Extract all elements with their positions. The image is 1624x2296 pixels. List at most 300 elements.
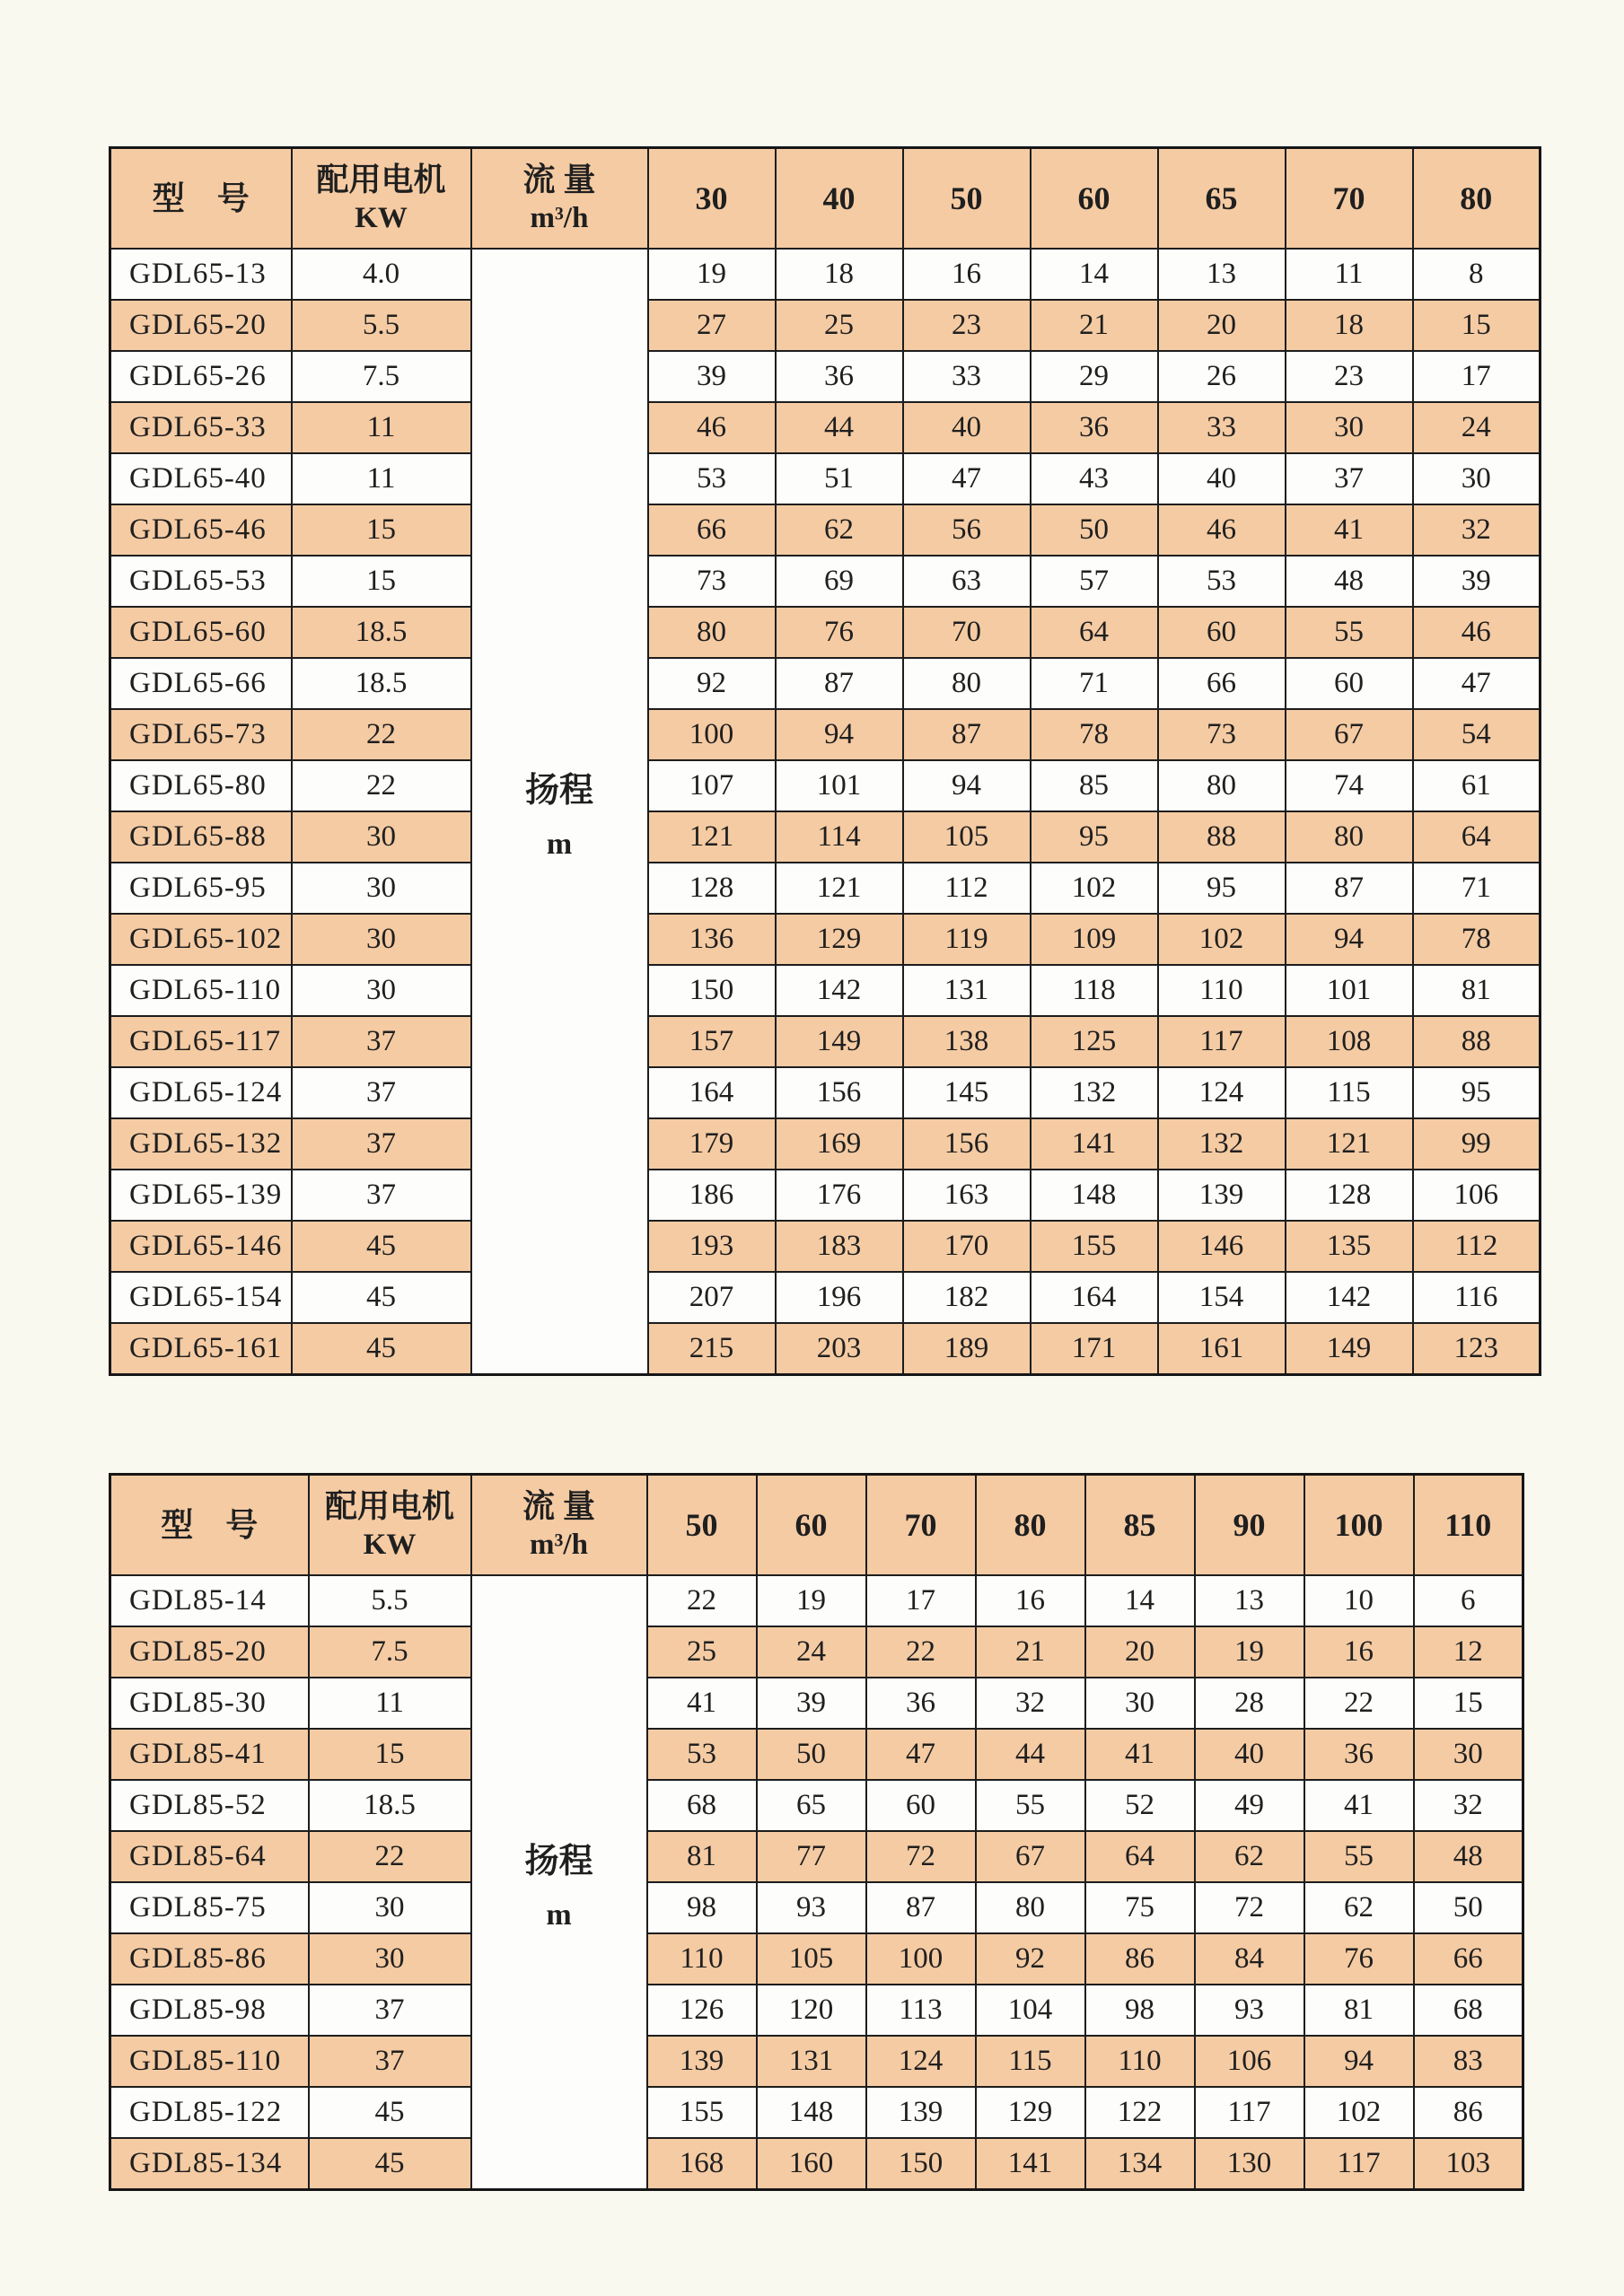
model-cell: GDL85-41: [110, 1729, 309, 1780]
head-value-cell: 156: [776, 1067, 903, 1118]
head-value-cell: 17: [1413, 351, 1541, 402]
head-value-cell: 30: [1085, 1678, 1195, 1729]
head-value-cell: 138: [903, 1016, 1031, 1067]
head-value-cell: 64: [1085, 1831, 1195, 1882]
head-value-cell: 67: [976, 1831, 1085, 1882]
head-value-cell: 129: [976, 2087, 1085, 2138]
head-value-cell: 131: [757, 2036, 866, 2087]
header-row: [110, 1475, 1523, 1576]
head-value-cell: 193: [648, 1221, 776, 1272]
motor-kw-cell: 5.5: [292, 300, 471, 351]
motor-kw-cell: 22: [292, 709, 471, 760]
head-merged-cell: [471, 1575, 647, 2190]
head-value-cell: 122: [1085, 2087, 1195, 2138]
head-value-cell: 142: [776, 965, 903, 1016]
header-motor: [309, 1475, 471, 1576]
model-cell: GDL65-46: [110, 504, 292, 556]
head-value-cell: 94: [1286, 914, 1413, 965]
head-value-cell: 70: [903, 607, 1031, 658]
head-value-cell: 80: [1158, 760, 1286, 811]
head-value-cell: 125: [1031, 1016, 1158, 1067]
motor-kw-cell: 45: [309, 2138, 471, 2190]
table-row: [110, 607, 1541, 658]
head-value-cell: 85: [1031, 760, 1158, 811]
table-row: [110, 249, 1541, 300]
head-value-cell: 102: [1158, 914, 1286, 965]
header-flow-col: 80: [976, 1475, 1085, 1576]
head-value-cell: 62: [1195, 1831, 1304, 1882]
model-cell: GDL85-134: [110, 2138, 309, 2190]
head-label: 扬程: [524, 1842, 593, 1880]
head-value-cell: 12: [1414, 1626, 1523, 1678]
table-row: [110, 402, 1541, 453]
header-flow-col: 110: [1414, 1475, 1523, 1576]
head-value-cell: 101: [776, 760, 903, 811]
head-value-cell: 146: [1158, 1221, 1286, 1272]
head-value-cell: 156: [903, 1118, 1031, 1170]
motor-kw-cell: 15: [292, 504, 471, 556]
motor-kw-cell: 18.5: [309, 1780, 471, 1831]
head-value-cell: 54: [1413, 709, 1541, 760]
motor-kw-cell: 11: [292, 402, 471, 453]
head-value-cell: 51: [776, 453, 903, 504]
head-value-cell: 124: [866, 2036, 976, 2087]
head-value-cell: 110: [1158, 965, 1286, 1016]
head-value-cell: 48: [1414, 1831, 1523, 1882]
head-value-cell: 182: [903, 1272, 1031, 1323]
head-value-cell: 141: [1031, 1118, 1158, 1170]
head-value-cell: 168: [647, 2138, 757, 2190]
head-value-cell: 66: [648, 504, 776, 556]
head-value-cell: 49: [1195, 1780, 1304, 1831]
head-value-cell: 94: [1304, 2036, 1414, 2087]
head-value-cell: 123: [1413, 1323, 1541, 1375]
head-value-cell: 25: [776, 300, 903, 351]
head-value-cell: 207: [648, 1272, 776, 1323]
head-value-cell: 164: [648, 1067, 776, 1118]
head-value-cell: 19: [648, 249, 776, 300]
head-value-cell: 109: [1031, 914, 1158, 965]
head-value-cell: 68: [1414, 1985, 1523, 2036]
head-value-cell: 115: [976, 2036, 1085, 2087]
table-row: [110, 1323, 1541, 1375]
motor-kw-cell: 4.0: [292, 249, 471, 300]
header-flow-col: 100: [1304, 1475, 1414, 1576]
header-model: 型 号: [110, 1475, 309, 1576]
head-value-cell: 78: [1031, 709, 1158, 760]
head-value-cell: 110: [647, 1933, 757, 1985]
head-value-cell: 30: [1414, 1729, 1523, 1780]
head-value-cell: 71: [1413, 863, 1541, 914]
head-value-cell: 115: [1286, 1067, 1413, 1118]
header-flow-col: 30: [648, 148, 776, 250]
model-cell: GDL85-30: [110, 1678, 309, 1729]
motor-kw-cell: 11: [292, 453, 471, 504]
head-value-cell: 36: [1031, 402, 1158, 453]
head-value-cell: 44: [776, 402, 903, 453]
head-value-cell: 62: [776, 504, 903, 556]
head-value-cell: 47: [903, 453, 1031, 504]
head-value-cell: 50: [1414, 1882, 1523, 1933]
head-value-cell: 27: [648, 300, 776, 351]
model-cell: GDL65-66: [110, 658, 292, 709]
head-value-cell: 32: [976, 1678, 1085, 1729]
head-value-cell: 100: [866, 1933, 976, 1985]
head-value-cell: 60: [1158, 607, 1286, 658]
model-cell: GDL85-98: [110, 1985, 309, 2036]
pump-spec-table-gdl65: [109, 146, 1541, 1376]
table-row: [110, 1678, 1523, 1729]
motor-kw-cell: 45: [309, 2087, 471, 2138]
model-cell: GDL65-26: [110, 351, 292, 402]
head-value-cell: 60: [1286, 658, 1413, 709]
head-value-cell: 128: [1286, 1170, 1413, 1221]
motor-kw-cell: 11: [309, 1678, 471, 1729]
table-row: [110, 351, 1541, 402]
head-value-cell: 23: [903, 300, 1031, 351]
head-value-cell: 130: [1195, 2138, 1304, 2190]
head-value-cell: 53: [648, 453, 776, 504]
head-value-cell: 171: [1031, 1323, 1158, 1375]
header-flow-col: 60: [1031, 148, 1158, 250]
model-cell: GDL85-75: [110, 1882, 309, 1933]
head-value-cell: 80: [648, 607, 776, 658]
motor-kw-cell: 37: [292, 1170, 471, 1221]
motor-kw-cell: 30: [292, 965, 471, 1016]
table-row: [110, 1221, 1541, 1272]
head-value-cell: 102: [1031, 863, 1158, 914]
head-value-cell: 105: [757, 1933, 866, 1985]
head-value-cell: 23: [1286, 351, 1413, 402]
head-value-cell: 106: [1413, 1170, 1541, 1221]
head-value-cell: 76: [1304, 1933, 1414, 1985]
head-value-cell: 117: [1304, 2138, 1414, 2190]
model-cell: GDL65-124: [110, 1067, 292, 1118]
model-cell: GDL65-88: [110, 811, 292, 863]
table-row: [110, 1575, 1523, 1626]
head-value-cell: 71: [1031, 658, 1158, 709]
head-value-cell: 102: [1304, 2087, 1414, 2138]
head-value-cell: 101: [1286, 965, 1413, 1016]
header-flow-label: 流 量: [522, 161, 596, 197]
head-value-cell: 16: [903, 249, 1031, 300]
head-value-cell: 11: [1286, 249, 1413, 300]
model-cell: GDL85-14: [110, 1575, 309, 1626]
model-cell: GDL65-117: [110, 1016, 292, 1067]
motor-kw-cell: 37: [309, 1985, 471, 2036]
header-flow: [471, 1475, 647, 1576]
motor-kw-cell: 37: [292, 1118, 471, 1170]
head-value-cell: 183: [776, 1221, 903, 1272]
motor-kw-cell: 18.5: [292, 658, 471, 709]
head-value-cell: 10: [1304, 1575, 1414, 1626]
head-value-cell: 93: [757, 1882, 866, 1933]
head-value-cell: 113: [866, 1985, 976, 2036]
model-cell: GDL85-122: [110, 2087, 309, 2138]
head-value-cell: 81: [1304, 1985, 1414, 2036]
head-value-cell: 108: [1286, 1016, 1413, 1067]
head-value-cell: 120: [757, 1985, 866, 2036]
head-value-cell: 92: [648, 658, 776, 709]
head-value-cell: 63: [903, 556, 1031, 607]
head-value-cell: 112: [1413, 1221, 1541, 1272]
model-cell: GDL85-110: [110, 2036, 309, 2087]
head-value-cell: 73: [1158, 709, 1286, 760]
head-value-cell: 124: [1158, 1067, 1286, 1118]
head-value-cell: 154: [1158, 1272, 1286, 1323]
head-value-cell: 203: [776, 1323, 903, 1375]
header-flow-col: 40: [776, 148, 903, 250]
head-value-cell: 16: [976, 1575, 1085, 1626]
model-cell: GDL65-95: [110, 863, 292, 914]
head-value-cell: 43: [1031, 453, 1158, 504]
head-value-cell: 88: [1158, 811, 1286, 863]
table-row: [110, 965, 1541, 1016]
head-value-cell: 132: [1031, 1067, 1158, 1118]
head-value-cell: 16: [1304, 1626, 1414, 1678]
head-merged-cell: [471, 249, 648, 1375]
head-value-cell: 57: [1031, 556, 1158, 607]
head-value-cell: 15: [1414, 1678, 1523, 1729]
head-value-cell: 56: [903, 504, 1031, 556]
head-value-cell: 121: [1286, 1118, 1413, 1170]
head-value-cell: 157: [648, 1016, 776, 1067]
head-value-cell: 50: [757, 1729, 866, 1780]
head-value-cell: 66: [1414, 1933, 1523, 1985]
table-row: [110, 1067, 1541, 1118]
table-row: [110, 1729, 1523, 1780]
head-value-cell: 87: [1286, 863, 1413, 914]
head-value-cell: 87: [903, 709, 1031, 760]
motor-kw-cell: 30: [292, 914, 471, 965]
head-value-cell: 20: [1158, 300, 1286, 351]
motor-kw-cell: 30: [292, 811, 471, 863]
head-value-cell: 53: [647, 1729, 757, 1780]
model-cell: GDL65-80: [110, 760, 292, 811]
head-value-cell: 112: [903, 863, 1031, 914]
head-value-cell: 64: [1413, 811, 1541, 863]
head-value-cell: 126: [647, 1985, 757, 2036]
model-cell: GDL65-13: [110, 249, 292, 300]
head-value-cell: 28: [1195, 1678, 1304, 1729]
head-value-cell: 121: [776, 863, 903, 914]
header-flow-col: 50: [647, 1475, 757, 1576]
head-value-cell: 29: [1031, 351, 1158, 402]
table-row: [110, 1882, 1523, 1933]
head-value-cell: 72: [1195, 1882, 1304, 1933]
head-value-cell: 17: [866, 1575, 976, 1626]
head-value-cell: 30: [1413, 453, 1541, 504]
head-value-cell: 141: [976, 2138, 1085, 2190]
head-value-cell: 22: [647, 1575, 757, 1626]
head-value-cell: 53: [1158, 556, 1286, 607]
head-value-cell: 95: [1413, 1067, 1541, 1118]
head-value-cell: 36: [1304, 1729, 1414, 1780]
head-value-cell: 98: [1085, 1985, 1195, 2036]
table-row: [110, 709, 1541, 760]
head-value-cell: 80: [1286, 811, 1413, 863]
header-flow-col: 70: [1286, 148, 1413, 250]
head-value-cell: 155: [1031, 1221, 1158, 1272]
head-value-cell: 104: [976, 1985, 1085, 2036]
head-value-cell: 26: [1158, 351, 1286, 402]
head-value-cell: 163: [903, 1170, 1031, 1221]
head-value-cell: 189: [903, 1323, 1031, 1375]
head-value-cell: 39: [1413, 556, 1541, 607]
head-value-cell: 40: [903, 402, 1031, 453]
table-row: [110, 1170, 1541, 1221]
head-value-cell: 93: [1195, 1985, 1304, 2036]
head-value-cell: 107: [648, 760, 776, 811]
head-value-cell: 32: [1413, 504, 1541, 556]
head-value-cell: 55: [1286, 607, 1413, 658]
header-motor-label: 配用电机: [324, 1487, 454, 1524]
head-value-cell: 55: [976, 1780, 1085, 1831]
head-value-cell: 19: [1195, 1626, 1304, 1678]
model-cell: GDL65-40: [110, 453, 292, 504]
table-row: [110, 914, 1541, 965]
head-value-cell: 134: [1085, 2138, 1195, 2190]
head-value-cell: 77: [757, 1831, 866, 1882]
head-value-cell: 74: [1286, 760, 1413, 811]
head-value-cell: 21: [976, 1626, 1085, 1678]
model-cell: GDL85-86: [110, 1933, 309, 1985]
head-value-cell: 118: [1031, 965, 1158, 1016]
head-value-cell: 119: [903, 914, 1031, 965]
head-value-cell: 78: [1413, 914, 1541, 965]
head-value-cell: 22: [1304, 1678, 1414, 1729]
head-value-cell: 103: [1414, 2138, 1523, 2190]
head-value-cell: 68: [647, 1780, 757, 1831]
head-value-cell: 69: [776, 556, 903, 607]
motor-kw-cell: 37: [292, 1016, 471, 1067]
motor-kw-cell: 18.5: [292, 607, 471, 658]
head-value-cell: 149: [1286, 1323, 1413, 1375]
table-row: [110, 2087, 1523, 2138]
head-value-cell: 170: [903, 1221, 1031, 1272]
head-value-cell: 87: [776, 658, 903, 709]
motor-kw-cell: 7.5: [292, 351, 471, 402]
table-row: [110, 760, 1541, 811]
header-row: [110, 148, 1541, 250]
head-value-cell: 149: [776, 1016, 903, 1067]
motor-kw-cell: 45: [292, 1221, 471, 1272]
table-row: [110, 1831, 1523, 1882]
head-value-cell: 179: [648, 1118, 776, 1170]
head-unit: m: [546, 1897, 572, 1932]
head-value-cell: 39: [648, 351, 776, 402]
head-value-cell: 37: [1286, 453, 1413, 504]
motor-kw-cell: 30: [309, 1933, 471, 1985]
head-value-cell: 148: [757, 2087, 866, 2138]
head-value-cell: 139: [647, 2036, 757, 2087]
head-value-cell: 100: [648, 709, 776, 760]
head-value-cell: 148: [1031, 1170, 1158, 1221]
head-value-cell: 105: [903, 811, 1031, 863]
head-value-cell: 142: [1286, 1272, 1413, 1323]
head-value-cell: 99: [1413, 1118, 1541, 1170]
head-value-cell: 25: [647, 1626, 757, 1678]
motor-kw-cell: 30: [292, 863, 471, 914]
head-value-cell: 145: [903, 1067, 1031, 1118]
head-value-cell: 41: [647, 1678, 757, 1729]
header-flow-col: 60: [757, 1475, 866, 1576]
header-motor-label: 配用电机: [316, 161, 446, 197]
head-value-cell: 139: [1158, 1170, 1286, 1221]
head-value-cell: 121: [648, 811, 776, 863]
head-value-cell: 40: [1158, 453, 1286, 504]
header-motor-unit: KW: [363, 1528, 417, 1561]
motor-kw-cell: 22: [292, 760, 471, 811]
head-value-cell: 129: [776, 914, 903, 965]
model-cell: GDL85-64: [110, 1831, 309, 1882]
head-value-cell: 94: [903, 760, 1031, 811]
table-row: [110, 863, 1541, 914]
model-cell: GDL65-139: [110, 1170, 292, 1221]
head-value-cell: 196: [776, 1272, 903, 1323]
head-value-cell: 139: [866, 2087, 976, 2138]
head-value-cell: 186: [648, 1170, 776, 1221]
head-value-cell: 98: [647, 1882, 757, 1933]
head-value-cell: 24: [1413, 402, 1541, 453]
head-value-cell: 95: [1158, 863, 1286, 914]
model-cell: GDL65-20: [110, 300, 292, 351]
head-value-cell: 86: [1414, 2087, 1523, 2138]
model-cell: GDL65-53: [110, 556, 292, 607]
head-value-cell: 110: [1085, 2036, 1195, 2087]
head-label: 扬程: [524, 771, 593, 810]
header-flow-unit: m³/h: [530, 201, 589, 234]
head-value-cell: 72: [866, 1831, 976, 1882]
head-value-cell: 52: [1085, 1780, 1195, 1831]
table-body: [110, 249, 1541, 1375]
head-value-cell: 24: [757, 1626, 866, 1678]
header-flow-col: 65: [1158, 148, 1286, 250]
motor-kw-cell: 30: [309, 1882, 471, 1933]
head-value-cell: 14: [1085, 1575, 1195, 1626]
head-value-cell: 94: [776, 709, 903, 760]
model-cell: GDL65-60: [110, 607, 292, 658]
head-value-cell: 61: [1413, 760, 1541, 811]
table-row: [110, 1626, 1523, 1678]
head-value-cell: 33: [903, 351, 1031, 402]
head-value-cell: 155: [647, 2087, 757, 2138]
head-value-cell: 48: [1286, 556, 1413, 607]
head-value-cell: 160: [757, 2138, 866, 2190]
head-value-cell: 64: [1031, 607, 1158, 658]
head-value-cell: 92: [976, 1933, 1085, 1985]
header-flow-col: 70: [866, 1475, 976, 1576]
head-value-cell: 22: [866, 1626, 976, 1678]
head-value-cell: 33: [1158, 402, 1286, 453]
model-cell: GDL85-52: [110, 1780, 309, 1831]
head-value-cell: 135: [1286, 1221, 1413, 1272]
head-value-cell: 81: [1413, 965, 1541, 1016]
head-value-cell: 55: [1304, 1831, 1414, 1882]
head-value-cell: 18: [776, 249, 903, 300]
header-flow-label: 流 量: [522, 1487, 595, 1524]
head-value-cell: 83: [1414, 2036, 1523, 2087]
table-row: [110, 2138, 1523, 2190]
head-value-cell: 13: [1195, 1575, 1304, 1626]
head-value-cell: 106: [1195, 2036, 1304, 2087]
model-cell: GDL65-73: [110, 709, 292, 760]
head-value-cell: 95: [1031, 811, 1158, 863]
pump-spec-table-gdl85: [109, 1473, 1524, 2191]
head-value-cell: 66: [1158, 658, 1286, 709]
head-value-cell: 73: [648, 556, 776, 607]
motor-kw-cell: 37: [292, 1067, 471, 1118]
